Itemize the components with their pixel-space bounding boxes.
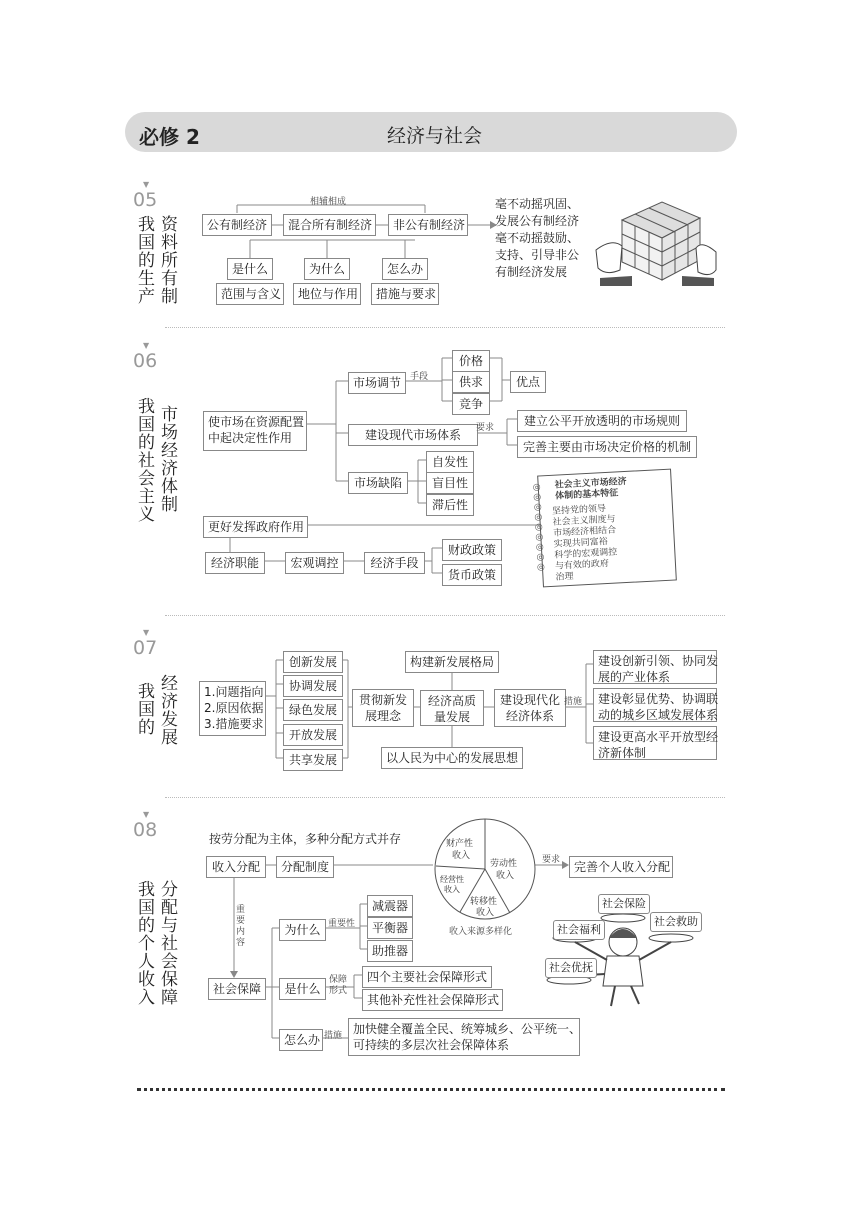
section-08-title-line2: 分配与社会保障 bbox=[157, 880, 177, 1006]
pie-label-labor: 收入 bbox=[496, 871, 515, 881]
public-economy-box: 公有制经济 bbox=[202, 214, 272, 236]
security-why-box: 为什么 bbox=[279, 919, 326, 941]
notebook-card: ◎ ◎ ◎ ◎ ◎ ◎ ◎ ◎ ◎ 社会主义市场经济 体制的基本特征 坚持党的领导 社会主义制度与 市场经济相结合 实现共同富裕 科学的宏观调控 与有效的政府 治理 bbox=[537, 469, 677, 588]
notebook-item: 科学的宏观调控 bbox=[554, 547, 618, 561]
why-box: 为什么 bbox=[304, 258, 350, 280]
supply-demand-box: 供求 bbox=[452, 371, 490, 393]
section-05-number: 05 bbox=[133, 189, 158, 211]
notebook-item: 社会主义制度与 bbox=[552, 514, 616, 528]
macro-control-box: 宏观调控 bbox=[285, 552, 344, 574]
means-label: 手段 bbox=[410, 372, 429, 382]
perfect-income-box: 完善个人收入分配 bbox=[569, 856, 673, 878]
open-economy-box: 建设更高水平开放型经 济新体制 bbox=[593, 726, 717, 760]
section-07-title-line1: 我国的 bbox=[134, 682, 154, 736]
market-regulation-box: 市场调节 bbox=[348, 372, 406, 394]
social-security-box: 社会保障 bbox=[208, 978, 266, 1000]
pie-label-property: 财产性 bbox=[446, 839, 474, 849]
requirement-label: 要求 bbox=[476, 423, 495, 433]
measures-label: 措施 bbox=[324, 1031, 343, 1041]
pie-label-transfer: 收入 bbox=[476, 908, 495, 918]
section-05-title-line1: 我国的生产 bbox=[134, 215, 154, 305]
government-role-box: 更好发挥政府作用 bbox=[203, 516, 308, 538]
concept-shared: 共享发展 bbox=[283, 749, 343, 771]
section-06-number: 06 bbox=[133, 350, 158, 372]
pie-label-business: 收入 bbox=[444, 885, 460, 894]
notebook-item: 市场经济相结合 bbox=[552, 525, 617, 539]
distribution-system-box: 分配制度 bbox=[276, 856, 334, 878]
pie-label-transfer: 转移性 bbox=[470, 897, 498, 907]
notebook-item: 治理 bbox=[555, 571, 574, 583]
security-how-box: 怎么办 bbox=[279, 1029, 323, 1051]
complement-label: 相辅相成 bbox=[310, 197, 347, 207]
lag-box: 滞后性 bbox=[426, 494, 474, 516]
forms-label: 保障形式 bbox=[329, 975, 348, 996]
income-sources-pie bbox=[432, 816, 538, 922]
spontaneity-box: 自发性 bbox=[426, 451, 474, 473]
new-concept-box: 贯彻新发 展理念 bbox=[352, 689, 414, 727]
advantage-box: 优点 bbox=[510, 371, 546, 393]
concept-innovation: 创新发展 bbox=[283, 651, 343, 673]
security-what-box: 是什么 bbox=[279, 978, 326, 1000]
concept-open: 开放发展 bbox=[283, 724, 343, 746]
section-05-marker: ▼ bbox=[143, 180, 150, 189]
section-08-marker: ▼ bbox=[143, 810, 150, 819]
main-forms-box: 四个主要社会保障形式 bbox=[362, 966, 492, 988]
rubik-cube-illustration bbox=[592, 190, 720, 288]
high-quality-box: 经济高质 量发展 bbox=[420, 690, 484, 726]
notebook-item: 与有效的政府 bbox=[554, 558, 610, 572]
pie-label-business: 经营性 bbox=[440, 875, 464, 884]
distribution-principle: 按劳分配为主体，多种分配方式并存 bbox=[209, 832, 402, 846]
market-rules-box: 建立公平开放透明的市场规则 bbox=[517, 410, 687, 432]
notebook-rings: ◎ ◎ ◎ ◎ ◎ ◎ ◎ ◎ ◎ bbox=[532, 482, 546, 573]
plate-social-assistance: 社会救助 bbox=[650, 912, 702, 932]
chapter-title: 经济与社会 bbox=[387, 125, 483, 147]
plate-special-care: 社会优抚 bbox=[545, 958, 597, 978]
economic-means-box: 经济手段 bbox=[364, 552, 425, 574]
section-07-marker: ▼ bbox=[143, 628, 150, 637]
chapter-label: 必修 2 bbox=[139, 125, 200, 149]
section-06-title-line1: 我国的社会主义 bbox=[134, 397, 154, 523]
market-defect-box: 市场缺陷 bbox=[348, 472, 408, 494]
section-06-title-line2: 市场经济体制 bbox=[157, 405, 177, 513]
section-07-title-line2: 经济发展 bbox=[157, 674, 177, 746]
security-system-box: 加快健全覆盖全民、统筹城乡、公平统一、 可持续的多层次社会保障体系 bbox=[348, 1018, 580, 1056]
notebook-item: 实现共同富裕 bbox=[553, 536, 609, 550]
separator bbox=[165, 797, 725, 798]
notebook-item: 坚持党的领导 bbox=[551, 504, 607, 517]
problem-logic-box: 1.问题指向 2.原因依据 3.措施要求 bbox=[199, 681, 266, 736]
pie-label-labor: 劳动性 bbox=[490, 859, 518, 869]
blindness-box: 盲目性 bbox=[426, 472, 474, 494]
section-07-number: 07 bbox=[133, 637, 158, 659]
scope-box: 范围与含义 bbox=[216, 283, 284, 305]
price-mechanism-box: 完善主要由市场决定价格的机制 bbox=[517, 436, 697, 458]
people-centered-box: 以人民为中心的发展思想 bbox=[381, 747, 523, 769]
section-08-title-line1: 我国的个人收入 bbox=[134, 880, 154, 1006]
pie-caption: 收入来源多样化 bbox=[449, 927, 513, 937]
stabilizer-box: 平衡器 bbox=[367, 917, 413, 939]
concept-green: 绿色发展 bbox=[283, 699, 343, 721]
industry-system-box: 建设创新引领、协同发 展的产业体系 bbox=[593, 650, 717, 684]
ownership-note: 毫不动摇巩固、 发展公有制经济 毫不动摇鼓励、 支持、引导非公 有制经济发展 bbox=[495, 197, 580, 279]
modern-market-box: 建设现代市场体系 bbox=[348, 424, 478, 446]
section-08-number: 08 bbox=[133, 819, 158, 841]
important-content-label: 重要内容 bbox=[236, 905, 246, 948]
pie-label-property: 收入 bbox=[452, 851, 471, 861]
monetary-policy-box: 货币政策 bbox=[442, 564, 502, 586]
concept-coordination: 协调发展 bbox=[283, 675, 343, 697]
what-box: 是什么 bbox=[227, 258, 273, 280]
measures-box: 措施与要求 bbox=[371, 283, 439, 305]
plate-social-insurance: 社会保险 bbox=[598, 894, 650, 914]
fiscal-policy-box: 财政政策 bbox=[442, 539, 502, 561]
plate-social-welfare: 社会福利 bbox=[553, 920, 605, 940]
price-box: 价格 bbox=[452, 350, 490, 372]
income-distribution-box: 收入分配 bbox=[206, 856, 266, 878]
shock-absorber-box: 减震器 bbox=[367, 895, 413, 917]
separator bbox=[165, 615, 725, 616]
booster-box: 助推器 bbox=[367, 940, 413, 962]
measures-label: 措施 bbox=[564, 697, 583, 707]
supplementary-forms-box: 其他补充性社会保障形式 bbox=[362, 989, 503, 1011]
nonpublic-economy-box: 非公有制经济 bbox=[388, 214, 468, 236]
importance-label: 重要性 bbox=[328, 919, 356, 929]
separator bbox=[165, 327, 725, 328]
section-05-title-line2: 资料所有制 bbox=[157, 215, 177, 305]
competition-box: 竞争 bbox=[452, 393, 490, 415]
new-pattern-box: 构建新发展格局 bbox=[405, 651, 499, 673]
regional-system-box: 建设彰显优势、协调联 动的城乡区域发展体系 bbox=[593, 688, 717, 722]
economic-function-box: 经济职能 bbox=[205, 552, 265, 574]
how-box: 怎么办 bbox=[382, 258, 428, 280]
bottom-divider bbox=[137, 1088, 725, 1091]
modern-economy-box: 建设现代化 经济体系 bbox=[494, 689, 566, 727]
market-decisive-box: 使市场在资源配置 中起决定性作用 bbox=[203, 411, 307, 451]
mixed-economy-box: 混合所有制经济 bbox=[283, 214, 376, 236]
requirement-label: 要求 bbox=[542, 855, 561, 865]
section-06-marker: ▼ bbox=[143, 341, 150, 350]
status-box: 地位与作用 bbox=[293, 283, 361, 305]
